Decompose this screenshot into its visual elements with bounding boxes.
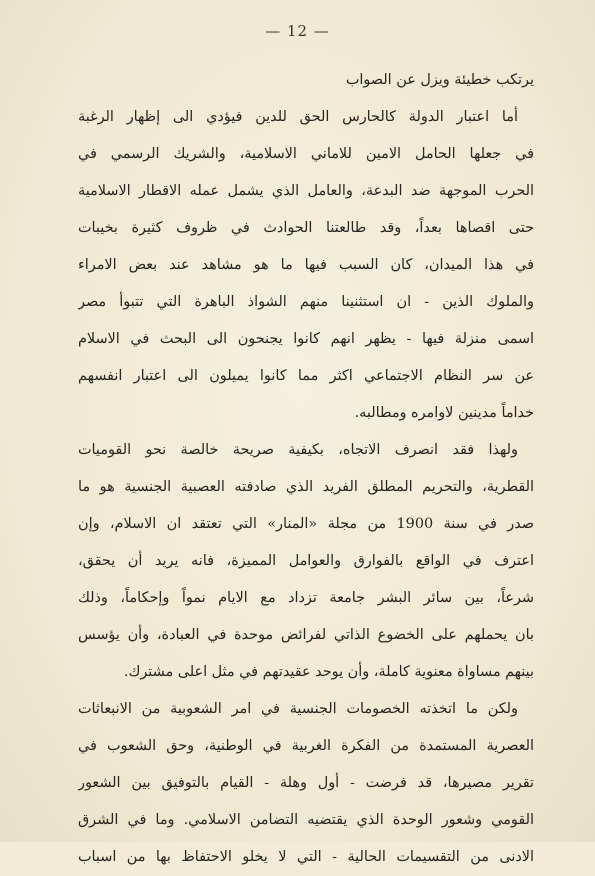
text-line: القومي وشعور الوحدة الذي يقتضيه التضامن الاسلامي. وما في الشرق (78, 812, 534, 828)
text-line: عن سر النظام الاجتماعي اكثر مما كانوا يميلون الى اعتبار انفسهم (78, 368, 534, 384)
text-line: تقرير مصيرها، قد فرضت - أول وهلة - القيام بالتوفيق بين الشعور (78, 775, 534, 791)
text-line: في جعلها الحامل الامين للاماني الاسلامية، والشريك الرسمي في (78, 146, 534, 162)
text-line: اسمى منزلة فيها - يظهر انهم كانوا يجنحون الى البحث في الاسلام (78, 331, 534, 347)
text-line: حتى اقصاها بعداً، وقد طالعتنا الحوادث في ظروف كثيرة بخيبات (78, 220, 534, 236)
text-line: شرعاً، بين سائر البشر جامعة تزداد مع الايام نمواً وإحكاماً، وذلك (78, 590, 534, 606)
page-number: — 12 — (265, 22, 330, 40)
body-text (78, 62, 534, 876)
text-line: العصرية المستمدة من الفكرة الغربية في الوطنية، وحق الشعوب في (78, 738, 534, 754)
text-line: ولكن ما اتخذته الخصومات الجنسية في امر الشعوبية من الانبعاثات (78, 701, 518, 717)
text-line: بينهم مساواة معنوية كاملة، وأن يوحد عقيدتهم في مثل اعلى مشترك. (123, 664, 534, 680)
text-line: القطرية، والتحريم المطلق الفريد الذي صادفته العصبية الجنسية هو ما (78, 479, 534, 495)
text-line: الادنى من التقسيمات الحالية - التي لا يخلو الاحتفاظ بها من اسباب (78, 849, 534, 865)
text-line: اعترف في الواقع بالفوارق والعوامل المميزة، فانه يريد أن يحقق، (78, 553, 534, 569)
text-line: يرتكب خطيئة ويزل عن الصواب (345, 72, 534, 88)
text-line: الحرب الموجهة ضد البدعة، والعامل الذي يشمل عمله الاقطار الاسلامية (78, 183, 534, 199)
text-line: صدر في سنة 1900 من مجلة «المنار» التي تعتقد ان الاسلام، وإن (78, 516, 534, 532)
text-line: ولهذا فقد انصرف الاتجاه، بكيفية صريحة خالصة نحو القوميات (78, 442, 518, 458)
text-line: بان يحملهم على الخضوع الذاتي لفرائض موحدة في العبادة، وأن يؤسس (78, 627, 534, 643)
text-line: والملوك الذين - ان استثنينا منهم الشواذ الباهرة التي تتبوأ مصر (78, 294, 534, 310)
text-line: أما اعتبار الدولة كالحارس الحق للدين فيؤدي الى إظهار الرغبة (78, 109, 518, 125)
text-line: في هذا الميدان، كان السبب فيها ما هو مشاهد عند بعض الامراء (78, 257, 534, 273)
text-line: خداماً مدينين لاوامره ومطالبه. (354, 405, 534, 421)
